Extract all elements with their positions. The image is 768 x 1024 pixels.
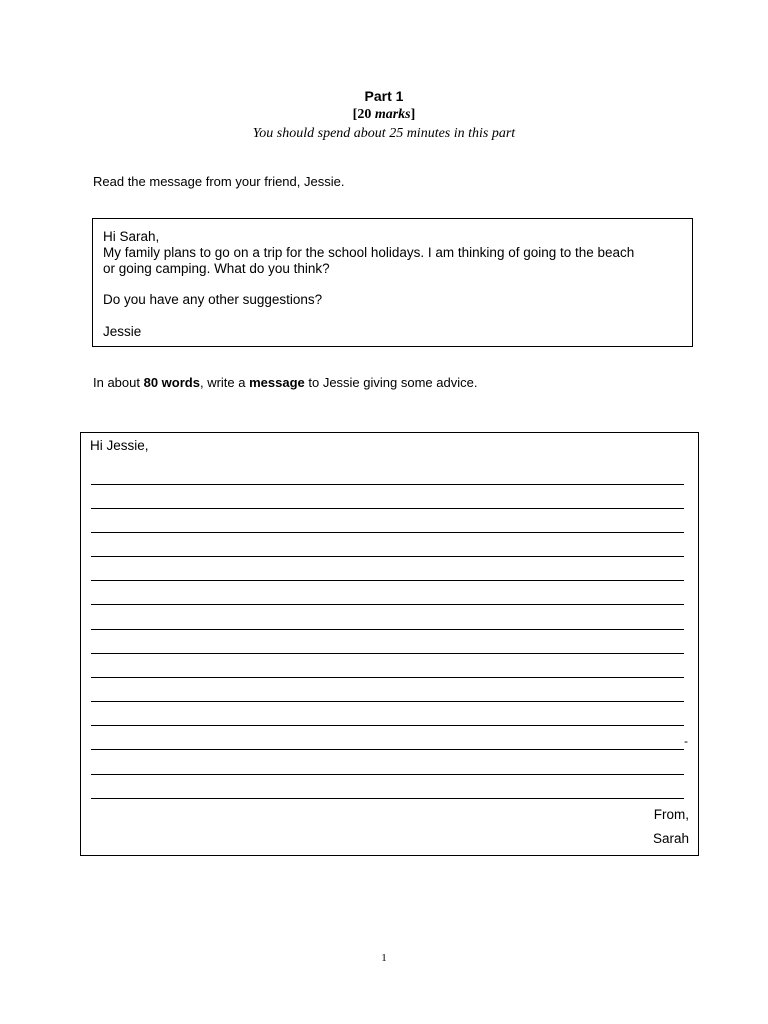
task-prefix: In about bbox=[93, 375, 144, 390]
writing-line[interactable] bbox=[91, 774, 684, 775]
part-title: Part 1 bbox=[364, 88, 404, 104]
writing-line[interactable] bbox=[91, 580, 684, 581]
message-question: Do you have any other suggestions? bbox=[103, 292, 323, 307]
writing-line[interactable] bbox=[91, 701, 684, 702]
marks-label bbox=[0, 107, 768, 123]
message-line-2: or going camping. What do you think? bbox=[103, 261, 330, 276]
writing-line[interactable] bbox=[91, 532, 684, 533]
marks-close: ] bbox=[410, 107, 416, 122]
marks-word: marks bbox=[374, 107, 411, 122]
dash-mark: - bbox=[684, 734, 688, 748]
writing-line[interactable] bbox=[91, 629, 684, 630]
time-note: You should spend about 25 minutes in this part bbox=[252, 126, 516, 141]
answer-box[interactable] bbox=[80, 432, 699, 856]
signoff-name: Sarah bbox=[652, 831, 689, 846]
answer-greeting: Hi Jessie, bbox=[90, 438, 149, 453]
message-signature: Jessie bbox=[103, 324, 142, 339]
marks-open: [20 bbox=[352, 107, 375, 122]
writing-line[interactable] bbox=[91, 653, 684, 654]
from-label: From, bbox=[653, 807, 689, 822]
task-middle: , write a bbox=[199, 375, 250, 390]
writing-line[interactable] bbox=[91, 798, 684, 799]
page-number: 1 bbox=[381, 952, 387, 964]
message-greeting: Hi Sarah, bbox=[103, 229, 160, 244]
writing-line[interactable] bbox=[91, 749, 684, 750]
writing-line[interactable] bbox=[91, 484, 684, 485]
task-message-word: message bbox=[249, 375, 305, 390]
writing-line[interactable] bbox=[91, 508, 684, 509]
reading-instruction: Read the message from your friend, Jessie. bbox=[93, 174, 345, 189]
friend-message-box bbox=[92, 218, 693, 347]
writing-line[interactable] bbox=[91, 556, 684, 557]
writing-task bbox=[93, 375, 477, 390]
task-word-count: 80 words bbox=[143, 375, 200, 390]
writing-line[interactable] bbox=[91, 604, 684, 605]
writing-line[interactable] bbox=[91, 725, 684, 726]
message-line-1: My family plans to go on a trip for the school holidays. I am thinking of going to the beach bbox=[103, 245, 635, 260]
writing-line[interactable] bbox=[91, 677, 684, 678]
task-suffix: to Jessie giving some advice. bbox=[304, 375, 478, 390]
